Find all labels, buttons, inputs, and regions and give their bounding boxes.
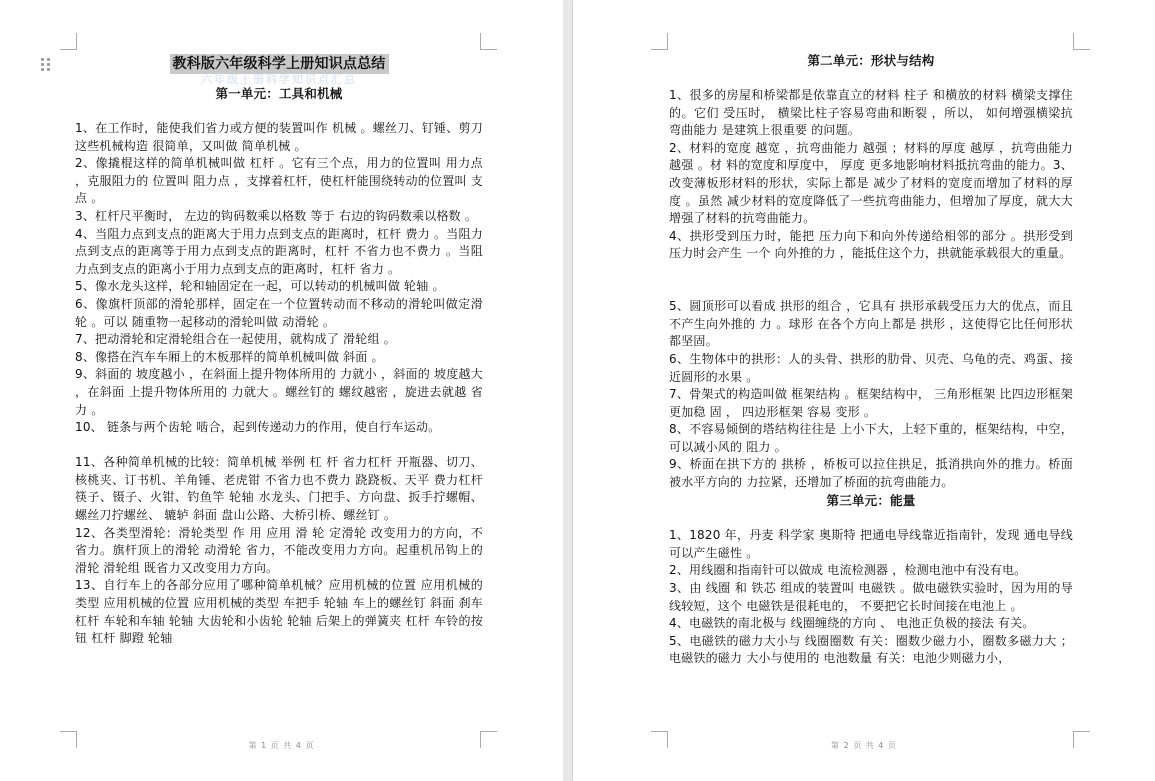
paragraph: 3、由 线圈 和 铁芯 组成的装置叫 电磁铁 。做电磁铁实验时，因为用的导线较短，这个 电磁铁是很耗电的， 不要把它长时间接在电池上 。 bbox=[669, 581, 1073, 613]
paragraph: 13、自行车上的各部分应用了哪种简单机械？应用机械的位置 应用机械的类型 应用机械的位置 应用机械的类型 车把手 轮轴 车上的螺丝钉 斜面 刹车 杠杆 车轮和车轴 轮轴 大齿轮和小齿轮 轮轴 后架上的弹簧夹 杠杆 车铃的按钮 杠杆 脚蹬 轮轴 bbox=[75, 578, 483, 646]
document-page-2 bbox=[573, 0, 1155, 781]
crop-mark bbox=[60, 33, 77, 50]
paragraph: 6、像旗杆顶部的滑轮那样，固定在一个位置转动而不移动的滑轮叫做定滑轮 。可以 随重物一起移动的滑轮叫做 动滑轮 。 bbox=[75, 296, 483, 329]
paragraph: 7、骨架式的构造叫做 框架结构 。框架结构中， 三角形框架 比四边形框架 更加稳 固 ， 四边形框架 容易 变形 。 bbox=[669, 387, 1073, 419]
crop-mark bbox=[480, 33, 497, 50]
blank-line bbox=[669, 510, 1073, 528]
paragraph: 3、杠杆尺平衡时， 左边的钩码数乘以格数 等于 右边的钩码数乘以格数 。 bbox=[75, 208, 478, 223]
paragraph: 2、材料的宽度 越宽 ，抗弯曲能力 越强 ；材料的厚度 越厚 ，抗弯曲能力 越强 。材 料的宽度和厚度中， 厚度 更多地影响材料抵抗弯曲的能力。3、改变薄板形材料的形状，实际上都是 减少了材料的宽度而增加了材料的厚度 。虽然 减少材料的宽度降低了一些抗弯曲能力，但增加了厚度，就大大增强了材料的抗弯曲能力。 bbox=[669, 140, 1073, 226]
page-number: 第 2 页 共 4 页 bbox=[831, 741, 897, 750]
page-2-body[interactable] bbox=[669, 51, 1073, 668]
unit-1-heading: 第一单元：工具和机械 bbox=[215, 86, 343, 101]
paragraph: 1、在工作时，能使我们省力或方便的装置叫作 机械 。螺丝刀、钉锤、剪刀这些机械构造 很简单，又叫做 简单机械 。 bbox=[75, 121, 483, 153]
unit-3-heading: 第三单元：能量 bbox=[826, 492, 916, 508]
paragraph: 7、把动滑轮和定滑轮组合在一起使用，就构成了 滑轮组 。 bbox=[75, 332, 396, 347]
paragraph: 1、1820 年，丹麦 科学家 奥斯特 把通电导线靠近指南针，发现 通电导线可以产生磁性 。 bbox=[669, 528, 1073, 560]
page-gap bbox=[563, 0, 573, 781]
drag-handle-icon[interactable] bbox=[41, 58, 51, 72]
unit-3-paragraphs bbox=[669, 510, 1073, 668]
paragraph: 8、不容易倾倒的塔结构往往是 上小下大，上轻下重的，框架结构，中空，可以减小风的 阻力 。 bbox=[669, 422, 1073, 454]
page-number: 第 1 页 共 4 页 bbox=[248, 741, 315, 750]
paragraph: 9、桥面在拱下方的 拱桥 ，桥板可以拉住拱足，抵消拱向外的推力。桥面被水平方向的 力拉紧，还增加了桥面的抗弯曲能力。 bbox=[669, 457, 1073, 490]
blank-line bbox=[669, 263, 1073, 281]
paragraph: 11、各种简单机械的比较：简单机械 举例 杠 杆 省力杠杆 开瓶器、切刀、核桃夹、订书机、羊角锤、老虎钳 不省力也不费力 跷跷板、天平 费力杠杆 筷子、镊子、火钳、钓鱼竿 轮轴 水龙头、门把手、方向盘、扳手拧螺帽、螺丝刀拧螺丝、 辘轳 斜面 盘山公路、大桥引桥、螺丝钉 。 bbox=[75, 455, 483, 523]
paragraph: 1、很多的房屋和桥梁都是依靠直立的材料 柱子 和横放的材料 横梁支撑住的。它们 受压时， 横梁比柱子容易弯曲和断裂 ，所以， 如何增强横梁抗弯曲能力 是建筑上很重要 的问题。 bbox=[669, 88, 1073, 138]
page-1-paragraphs bbox=[75, 120, 483, 648]
page-1-body[interactable] bbox=[75, 54, 483, 648]
paragraph: 5、圆顶形可以看成 拱形的组合 ，它具有 拱形承载受压力大的优点，而且不产生向外推的 力 。球形 在各个方向上都是 拱形 ，这使得它比任何形状都坚固。 bbox=[669, 299, 1073, 349]
paragraph: 4、拱形受到压力时，能把 压力向下和向外传递给相邻的部分 。拱形受到压力时会产生 一个 向外推的力 ，能抵住这个力，拱就能承载很大的重量。 bbox=[669, 228, 1073, 261]
document-page-1 bbox=[0, 0, 563, 781]
paragraph: 8、像搭在汽车车厢上的木板那样的简单机械叫做 斜面 。 bbox=[75, 349, 384, 364]
paragraph: 10、 链条与两个齿轮 啮合，起到传递动力的作用，使自行车运动。 bbox=[75, 420, 441, 435]
blank-line bbox=[75, 437, 483, 455]
paragraph: 2、用线圈和指南针可以做成 电流检测器 ，检测电池中有没有电。 bbox=[669, 563, 1027, 578]
paragraph: 2、像撬棍这样的简单机械叫做 杠杆 。它有三个点，用力的位置叫 用力点 ，克服阻力的 位置叫 阻力点 ，支撑着杠杆，使杠杆能围绕转动的位置叫 支点 。 bbox=[75, 156, 483, 206]
paragraph: 6、生物体中的拱形：人的头骨、拱形的肋骨、贝壳、乌龟的壳、鸡蛋、接近圆形的水果 。 bbox=[669, 351, 1073, 384]
crop-mark bbox=[1073, 33, 1090, 50]
document-title: 教科版六年级科学上册知识点总结 bbox=[75, 54, 483, 74]
ghost-title: 六年级上册科学知识点汇总 bbox=[201, 73, 357, 86]
paragraph: 4、当阻力点到支点的距离大于用力点到支点的距离时，杠杆 费力 。当阻力点到支点的距离等于用力点到支点的距离时，杠杆 不省力也不费力 。当阻力点到支点的距离小于用力点到支点的距离时，杠杆 省力 。 bbox=[75, 226, 483, 276]
blank-line bbox=[669, 281, 1073, 299]
paragraph: 5、像水龙头这样，轮和轴固定在一起，可以转动的机械叫做 轮轴 。 bbox=[75, 279, 445, 294]
paragraph: 12、各类型滑轮：滑轮类型 作 用 应用 滑 轮 定滑轮 改变用力的方向，不省力。旗杆顶上的滑轮 动滑轮 省力，不能改变用力方向。起重机吊钩上的滑轮 滑轮组 既省力又改变用力方向。 bbox=[75, 525, 483, 575]
crop-mark bbox=[651, 33, 668, 50]
paragraph: 9、斜面的 坡度越小 ，在斜面上提升物体所用的 力就小 ，斜面的 坡度越大 ，在斜面 上提升物体所用的 力就大 。螺丝钉的 螺纹越密 ，旋进去就越 省力 。 bbox=[75, 367, 483, 417]
unit-2-heading: 第二单元：形状与结构 bbox=[807, 53, 935, 68]
paragraph: 5、电磁铁的磁力大小与 线圈圈数 有关：圈数少磁力小，圈数多磁力大 ；电磁铁的磁力 大小与使用的 电池数量 有关：电池少则磁力小， bbox=[669, 633, 1073, 666]
paragraph: 4、电磁铁的南北极与 线圈缠绕的方向 、 电池正负极的接法 有关。 bbox=[669, 616, 1035, 631]
unit-2-paragraphs bbox=[669, 87, 1073, 492]
